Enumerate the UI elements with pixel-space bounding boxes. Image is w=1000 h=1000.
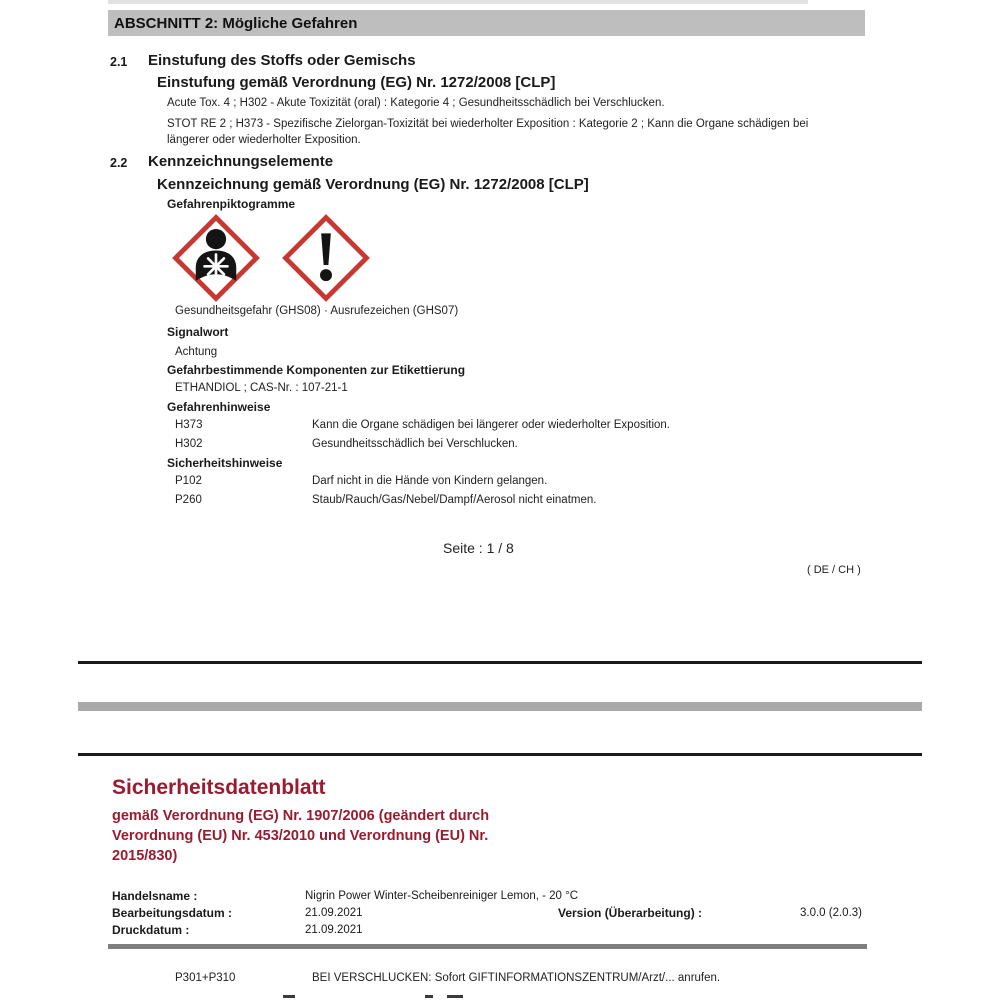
precaution-row-code: P102	[175, 475, 202, 487]
bottom-cutoff-remnant	[283, 995, 295, 998]
sds-subtitle-line: Verordnung (EU) Nr. 453/2010 und Verordnung (EU) Nr.	[112, 828, 489, 844]
signal-word-value: Achtung	[175, 346, 218, 358]
page-indicator: Seite : 1 / 8	[443, 540, 514, 556]
clp-classification-subtitle: Einstufung gemäß Verordnung (EG) Nr. 1272/2008 [CLP]	[157, 74, 556, 91]
precaution-row-text: Darf nicht in die Hände von Kindern gelangen.	[312, 475, 548, 487]
revision-date-label: Bearbeitungsdatum :	[112, 906, 233, 920]
hazard-components-value: ETHANDIOL ; CAS-Nr. : 107-21-1	[175, 382, 348, 394]
section-2-2-number: 2.2	[110, 156, 128, 170]
ghs07-exclamation-icon	[282, 214, 370, 307]
bottom-cutoff-remnant	[425, 995, 433, 998]
bottom-cutoff-remnant	[447, 995, 463, 998]
page-break-rule-bottom	[78, 753, 922, 756]
sds-title: Sicherheitsdatenblatt	[112, 776, 326, 799]
top-cutoff-remnant	[108, 0, 808, 4]
classification-line-stot: STOT RE 2 ; H373 - Spezifische Zielorgan-Toxizität bei wiederholter Exposition : Kategorie 2 ; Kann die Organe schädigen bei längerer oder wiederholter Exposition.	[167, 118, 809, 146]
version-label: Version (Überarbeitung) :	[558, 906, 703, 920]
version-value: 3.0.0 (2.0.3)	[799, 907, 862, 919]
ghs08-health-hazard-icon	[172, 214, 260, 307]
precautionary-statements-label: Sicherheitshinweise	[167, 456, 283, 470]
section-2-1-title: Einstufung des Stoffs oder Gemischs	[148, 52, 416, 69]
sds-subtitle-line: gemäß Verordnung (EG) Nr. 1907/2006 (geändert durch	[112, 808, 490, 824]
hazard-row-code: H373	[175, 419, 203, 431]
header-separator-bar	[108, 944, 867, 949]
page-break-rule-top	[78, 661, 922, 664]
hazard-row-code: H302	[175, 438, 203, 450]
locale-indicator: ( DE / CH )	[807, 564, 861, 576]
trade-name-label: Handelsname :	[112, 889, 198, 903]
hazard-row-text: Kann die Organe schädigen bei längerer oder wiederholter Exposition.	[312, 419, 671, 431]
precaution-row-text: BEI VERSCHLUCKEN: Sofort GIFTINFORMATIONSZENTRUM/Arzt/... anrufen.	[312, 972, 721, 984]
hazard-components-label: Gefahrbestimmende Komponenten zur Etikettierung	[167, 363, 466, 377]
section-2-2-title: Kennzeichnungselemente	[148, 153, 334, 170]
hazard-row-text: Gesundheitsschädlich bei Verschlucken.	[312, 438, 518, 450]
section-2-header-label: ABSCHNITT 2: Mögliche Gefahren	[114, 14, 358, 32]
section-2-header	[108, 10, 865, 36]
trade-name-value: Nigrin Power Winter-Scheibenreiniger Lemon, - 20 °C	[305, 890, 579, 902]
precaution-row-code: P260	[175, 494, 202, 506]
signal-word-label: Signalwort	[167, 325, 229, 339]
classification-line-acute-tox: Acute Tox. 4 ; H302 - Akute Toxizität (oral) : Kategorie 4 ; Gesundheitsschädlich bei Verschlucken.	[167, 97, 665, 109]
pictograms-label: Gefahrenpiktogramme	[167, 197, 296, 211]
section-2-1-number: 2.1	[110, 55, 128, 69]
precaution-row-text: Staub/Rauch/Gas/Nebel/Dampf/Aerosol nicht einatmen.	[312, 494, 597, 506]
precaution-row-code: P301+P310	[175, 972, 236, 984]
hazard-statements-label: Gefahrenhinweise	[167, 400, 271, 414]
page-break-gray-bar	[78, 702, 922, 711]
clp-labelling-subtitle: Kennzeichnung gemäß Verordnung (EG) Nr. 1272/2008 [CLP]	[157, 176, 589, 193]
pictogram-caption: Gesundheitsgefahr (GHS08) · Ausrufezeichen (GHS07)	[175, 305, 459, 317]
print-date-value: 21.09.2021	[305, 924, 363, 936]
sds-subtitle-line: 2015/830)	[112, 848, 178, 864]
revision-date-value: 21.09.2021	[305, 907, 363, 919]
print-date-label: Druckdatum :	[112, 923, 190, 937]
